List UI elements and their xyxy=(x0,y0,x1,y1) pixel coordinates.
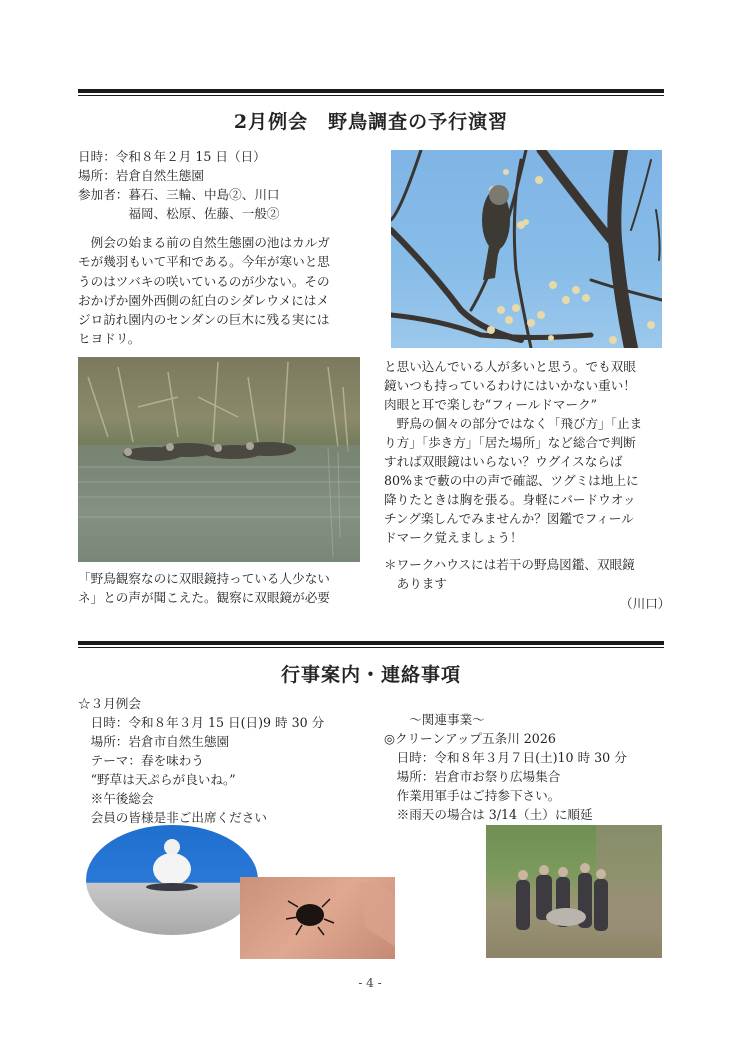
page-number: - 4 - xyxy=(358,976,382,990)
text-line: ※雨天の場合は 3/14（土）に順延 xyxy=(384,807,593,822)
group-cleanup-photo xyxy=(486,825,662,958)
text-line: 80%まで藪の中の声で確認、ツグミは地上に xyxy=(384,473,639,488)
text-line: ヒヨドリ。 xyxy=(78,331,141,346)
text-line: ネ」との声が聞こえた。観察に双眼鏡が必要 xyxy=(78,590,330,605)
text-line: 場所：岩倉市お祭り広場集合 xyxy=(384,769,561,784)
text-line: 鏡いつも持っているわけにはいかない重い！ xyxy=(384,378,636,393)
text-line: ☆３月例会 xyxy=(78,696,141,711)
text-line: 例会の始まる前の自然生態園の池はカルガ xyxy=(78,235,330,250)
participants-line1: 参加者：暮石、三輪、中島②、川口 xyxy=(78,187,280,202)
text-line: 野鳥の個々の部分ではなく「飛び方」「止ま xyxy=(384,416,643,431)
section1-top-rule xyxy=(78,89,664,96)
meeting-date: 日時：令和８年２月 15 日（日） xyxy=(78,149,266,164)
pigeon-photo xyxy=(86,825,258,935)
text-line: ※午後総会 xyxy=(78,791,154,806)
participants-line2: 福岡、松原、佐藤、一般② xyxy=(78,206,280,221)
text-line: チング楽しんでみませんか？図鑑でフィール xyxy=(384,511,634,526)
text-line: 作業用軍手はご持参下さい。 xyxy=(384,788,561,803)
text-line: おかげか園外西側の紅白のシダレウメにはメ xyxy=(78,293,329,308)
text-line: ジロ訪れ園内のセンダンの巨木に残る実には xyxy=(78,312,330,327)
text-line: ◎クリーンアップ五条川 2026 xyxy=(384,731,556,746)
text-line: 会員の皆様是非ご出席ください xyxy=(78,810,267,825)
bird-in-tree-photo xyxy=(391,150,662,348)
text-line: テーマ：春を味わう xyxy=(78,753,204,768)
text-line: 降りたときは胸を張る。身軽にバードウオッ xyxy=(384,492,636,507)
section2-top-rule xyxy=(78,641,664,648)
text-line: うのはツバキの咲いているのが少ない。その xyxy=(78,274,330,289)
text-line: 日時：令和８年３月７日(土)10 時 30 分 xyxy=(384,750,627,765)
text-line: と思い込んでいる人が多いと思う。でも双眼 xyxy=(384,359,636,374)
text-line: “野草は天ぷらが良いね。” xyxy=(78,772,236,787)
text-line: すれば双眼鏡はいらない？ウグイスならば xyxy=(384,454,623,469)
text-line: 「野鳥観察なのに双眼鏡持っている人少ない xyxy=(78,571,330,586)
text-line: 場所：岩倉市自然生態園 xyxy=(78,734,230,749)
text-line: モが幾羽もいて平和である。今年が寒いと思 xyxy=(78,254,330,269)
note-line: ＊ワークハウスには若干の野鳥図鑑、双眼鏡 xyxy=(384,557,635,572)
note-line: あります xyxy=(384,576,447,591)
beetle-on-hand-photo xyxy=(240,877,395,959)
text-line: 日時：令和８年３月 15 日(日)9 時 30 分 xyxy=(78,715,325,730)
text-line: 肉眼と耳で楽しむ“フィールドマーク” xyxy=(384,397,598,412)
text-line: り方」「歩き方」「居た場所」など総合で判断 xyxy=(384,435,636,450)
ducks-on-pond-photo xyxy=(78,357,360,562)
text-line: ～関連事業～ xyxy=(384,712,485,727)
author: （川口） xyxy=(620,596,671,611)
section1-title: 2月例会 野鳥調査の予行演習 xyxy=(233,111,509,133)
text-line: ドマーク覚えましょう！ xyxy=(384,530,523,545)
meeting-place: 場所：岩倉自然生態園 xyxy=(78,168,204,183)
section2-title: 行事案内・連絡事項 xyxy=(280,664,461,686)
